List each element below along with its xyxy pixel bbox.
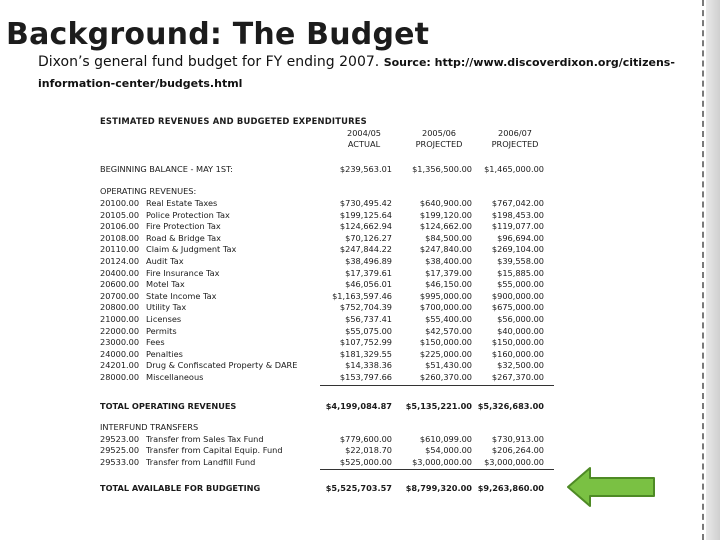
value-2006-07: $730,913.00 <box>491 434 544 444</box>
account-code: 20106.00 <box>100 221 140 232</box>
account-code: 29525.00 <box>100 445 140 456</box>
account-code: 20110.00 <box>100 244 140 255</box>
value-2004-05: $124,662.94 <box>339 221 392 232</box>
arrow-shape <box>568 468 654 506</box>
line-item-name: Penalties <box>146 348 183 359</box>
table-row <box>98 198 554 209</box>
account-code: 22000.00 <box>100 325 140 336</box>
total-revenues-row <box>98 401 554 412</box>
left-arrow-icon <box>566 466 656 508</box>
account-code: 23000.00 <box>100 337 140 348</box>
line-item-name: Claim & Judgment Tax <box>146 244 237 255</box>
document-heading: ESTIMATED REVENUES AND BUDGETED EXPENDITURES <box>100 116 367 126</box>
table-row <box>98 326 554 337</box>
value-2006-07: $1,465,000.00 <box>484 164 544 174</box>
source-citation: Source: http://www.discoverdixon.org/citizens-information-center/budgets.html <box>38 56 675 90</box>
page-edge-shade <box>706 0 720 540</box>
value-2004-05: $153,797.66 <box>339 372 392 382</box>
value-2005-06: $150,000.00 <box>419 337 472 348</box>
value-2004-05: $107,752.99 <box>339 337 392 348</box>
column-header-2005-06 <box>404 128 474 150</box>
value-2004-05: $525,000.00 <box>339 456 392 467</box>
row-label: BEGINNING BALANCE - MAY 1ST: <box>100 164 233 174</box>
value-2006-07: $56,000.00 <box>497 314 544 324</box>
account-code: 20700.00 <box>100 290 140 301</box>
value-2005-06: $51,430.00 <box>425 360 472 371</box>
line-item-name: Permits <box>146 325 177 336</box>
account-code: 20800.00 <box>100 302 140 313</box>
line-item-name: Transfer from Sales Tax Fund <box>146 434 264 444</box>
value-2006-07: $55,000.00 <box>497 279 544 290</box>
column-kind: PROJECTED <box>415 139 463 149</box>
value-2004-05: $70,126.27 <box>345 232 392 243</box>
value-2006-07: $40,000.00 <box>497 325 544 336</box>
value-2006-07: $767,042.00 <box>491 198 544 208</box>
line-item-name: Fees <box>146 337 165 348</box>
value-2005-06: $42,570.00 <box>425 325 472 336</box>
slide-subtitle <box>38 52 678 94</box>
beginning-balance-row <box>98 164 554 175</box>
line-item-name: Transfer from Landfill Fund <box>146 456 256 467</box>
revenues-heading <box>98 186 554 197</box>
table-row <box>98 302 554 313</box>
section-heading: OPERATING REVENUES: <box>100 186 197 196</box>
value-2005-06: $54,000.00 <box>425 445 472 456</box>
line-item-name: Utility Tax <box>146 302 187 313</box>
column-year: 2004/05 <box>346 128 381 138</box>
line-item-name: Fire Protection Tax <box>146 221 221 232</box>
account-code: 24201.00 <box>100 360 140 371</box>
account-code: 21000.00 <box>100 314 140 324</box>
column-header-2006-07 <box>480 128 550 150</box>
table-row <box>98 291 554 302</box>
table-row <box>98 268 554 279</box>
value-2005-06: $8,799,320.00 <box>405 483 472 493</box>
table-row <box>98 279 554 290</box>
value-2005-06: $3,000,000.00 <box>412 456 472 467</box>
value-2004-05: $239,563.01 <box>339 164 392 174</box>
account-code: 20600.00 <box>100 279 140 290</box>
value-2005-06: $199,120.00 <box>419 209 472 220</box>
value-2005-06: $610,099.00 <box>419 434 472 444</box>
value-2004-05: $14,338.36 <box>345 360 392 371</box>
value-2004-05: $199,125.64 <box>339 209 392 220</box>
table-row <box>98 256 554 267</box>
value-2006-07: $9,263,860.00 <box>477 483 544 493</box>
value-2004-05: $247,844.22 <box>339 244 392 255</box>
table-row <box>98 221 554 232</box>
line-item-name: Miscellaneous <box>146 372 204 382</box>
value-2005-06: $225,000.00 <box>419 348 472 359</box>
line-item-name: Road & Bridge Tax <box>146 232 221 243</box>
value-2006-07: $15,885.00 <box>497 267 544 278</box>
line-item-name: Police Protection Tax <box>146 209 230 220</box>
value-2006-07: $3,000,000.00 <box>484 456 544 467</box>
value-2004-05: $22,018.70 <box>345 445 392 456</box>
value-2004-05: $56,737.41 <box>345 314 392 324</box>
value-2005-06: $700,000.00 <box>419 302 472 313</box>
table-row <box>98 233 554 244</box>
line-item-name: Motel Tax <box>146 279 185 290</box>
value-2006-07: $150,000.00 <box>491 337 544 348</box>
value-2006-07: $39,558.00 <box>497 256 544 266</box>
value-2004-05: $46,056.01 <box>345 279 392 290</box>
account-code: 29533.00 <box>100 456 140 467</box>
value-2006-07: $269,104.00 <box>491 244 544 255</box>
value-2005-06: $5,135,221.00 <box>405 401 472 411</box>
value-2004-05: $4,199,084.87 <box>325 401 392 411</box>
account-code: 28000.00 <box>100 372 140 382</box>
slide-title: Background: The Budget <box>6 17 430 52</box>
page-edge-dashed-line <box>702 0 704 540</box>
row-label: TOTAL AVAILABLE FOR BUDGETING <box>100 483 261 493</box>
table-row <box>98 445 554 456</box>
account-code: 29523.00 <box>100 434 140 444</box>
line-item-name: Licenses <box>146 314 182 324</box>
transfers-heading <box>98 422 554 433</box>
value-2006-07: $5,326,683.00 <box>477 401 544 411</box>
table-row <box>98 349 554 360</box>
value-2006-07: $267,370.00 <box>491 372 544 382</box>
value-2006-07: $900,000.00 <box>491 290 544 301</box>
table-row <box>98 210 554 221</box>
value-2004-05: $752,704.39 <box>339 302 392 313</box>
total-available-row <box>98 483 554 494</box>
column-kind: ACTUAL <box>347 139 381 149</box>
table-row <box>98 244 554 255</box>
column-year: 2006/07 <box>497 128 532 138</box>
section-heading: INTERFUND TRANSFERS <box>100 422 199 432</box>
account-code: 20400.00 <box>100 267 140 278</box>
page-edge-border <box>694 0 720 540</box>
column-kind: PROJECTED <box>491 139 539 149</box>
value-2006-07: $206,264.00 <box>491 445 544 456</box>
value-2006-07: $198,453.00 <box>491 209 544 220</box>
value-2006-07: $119,077.00 <box>491 221 544 232</box>
value-2005-06: $640,900.00 <box>419 198 472 208</box>
table-row <box>98 314 554 325</box>
value-2005-06: $995,000.00 <box>419 290 472 301</box>
table-row <box>98 360 554 371</box>
value-2005-06: $124,662.00 <box>419 221 472 232</box>
value-2006-07: $160,000.00 <box>491 348 544 359</box>
value-2004-05: $55,075.00 <box>345 325 392 336</box>
account-code: 20105.00 <box>100 209 140 220</box>
account-code: 20108.00 <box>100 232 140 243</box>
line-item-name: Real Estate Taxes <box>146 198 218 208</box>
line-item-name: State Income Tax <box>146 290 217 301</box>
table-row <box>98 457 554 468</box>
line-item-name: Fire Insurance Tax <box>146 267 220 278</box>
table-row <box>98 337 554 348</box>
subtotal-rule <box>320 469 554 470</box>
value-2004-05: $1,163,597.46 <box>332 290 392 301</box>
value-2005-06: $17,379.00 <box>425 267 472 278</box>
table-row <box>98 434 554 445</box>
value-2005-06: $55,400.00 <box>425 314 472 324</box>
value-2004-05: $181,329.55 <box>339 348 392 359</box>
column-header-2004-05 <box>334 128 394 150</box>
value-2004-05: $730,495.42 <box>339 198 392 208</box>
line-item-name: Transfer from Capital Equip. Fund <box>146 445 283 456</box>
value-2004-05: $779,600.00 <box>339 434 392 444</box>
value-2005-06: $1,356,500.00 <box>412 164 472 174</box>
value-2004-05: $17,379.61 <box>345 267 392 278</box>
value-2006-07: $96,694.00 <box>497 232 544 243</box>
value-2004-05: $5,525,703.57 <box>325 483 392 493</box>
line-item-name: Drug & Confiscated Property & DARE <box>146 360 298 371</box>
subtotal-rule <box>320 385 554 386</box>
value-2006-07: $32,500.00 <box>497 360 544 371</box>
column-year: 2005/06 <box>421 128 456 138</box>
subtitle-text: Dixon’s general fund budget for FY ending 2007. <box>38 54 380 70</box>
value-2005-06: $247,840.00 <box>419 244 472 255</box>
value-2006-07: $675,000.00 <box>491 302 544 313</box>
value-2005-06: $38,400.00 <box>425 256 472 266</box>
value-2005-06: $84,500.00 <box>425 232 472 243</box>
value-2005-06: $260,370.00 <box>419 372 472 382</box>
line-item-name: Audit Tax <box>146 256 184 266</box>
value-2004-05: $38,496.89 <box>345 256 392 266</box>
value-2005-06: $46,150.00 <box>425 279 472 290</box>
account-code: 20100.00 <box>100 198 140 208</box>
account-code: 20124.00 <box>100 256 140 266</box>
row-label: TOTAL OPERATING REVENUES <box>100 401 237 411</box>
account-code: 24000.00 <box>100 348 140 359</box>
table-row <box>98 372 554 383</box>
